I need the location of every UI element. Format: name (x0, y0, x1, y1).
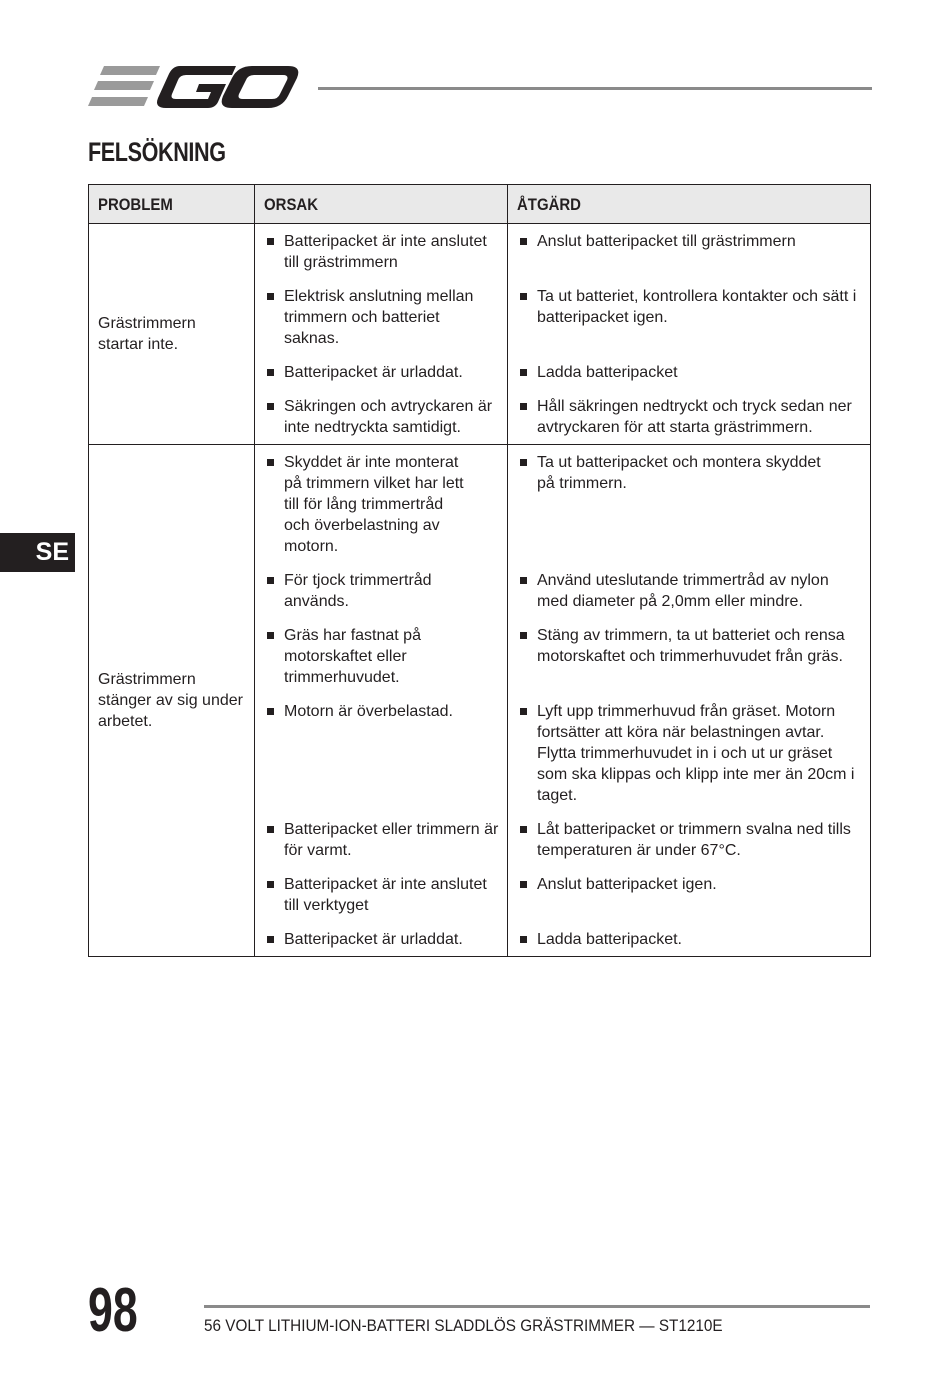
language-tab: SE (0, 533, 75, 572)
cause-cell (255, 694, 508, 812)
cause-cell (255, 389, 508, 445)
section-title: FELSÖKNING (88, 137, 226, 167)
action-item: Låt batteripacket or trimmern svalna ned tills temperaturen är under 67°C. (520, 819, 862, 861)
action-item: Ta ut batteriet, kontrollera kontakter och sätt i batteripacket igen. (520, 286, 862, 328)
action-cell (508, 812, 871, 867)
header-problem: PROBLEM (89, 185, 255, 224)
ego-logo-graphic (88, 62, 300, 114)
action-cell (508, 389, 871, 445)
header-cause: ORSAK (255, 185, 508, 224)
cause-cell (255, 445, 508, 564)
cause-item: Motorn är överbelastad. (267, 701, 499, 722)
header-divider (318, 87, 872, 90)
action-cell (508, 867, 871, 922)
ego-logo (88, 62, 300, 114)
action-cell (508, 694, 871, 812)
cause-cell (255, 618, 508, 694)
problem-cell: Grästrimmern stänger av sig under arbetet. (89, 445, 255, 957)
cause-cell (255, 224, 508, 280)
action-cell (508, 224, 871, 280)
action-item: Ladda batteripacket (520, 362, 862, 383)
table-header-row (89, 185, 871, 224)
action-item: Ta ut batteripacket och montera skyddet på trimmern. (520, 452, 862, 494)
cause-item: Batteripacket eller trimmern är för varmt. (267, 819, 499, 861)
troubleshooting-table (88, 184, 871, 957)
table-row (89, 224, 871, 280)
action-item: Lyft upp trimmerhuvud från gräset. Motorn fortsätter att köra när belastningen avtar. Flytta trimmerhuvudet in i och ut ur gräset som ska klippas och klipp inte mer än 20cm i taget. (520, 701, 862, 806)
cause-item: Batteripacket är urladdat. (267, 362, 499, 383)
header-action: ÅTGÄRD (508, 185, 871, 224)
cause-cell (255, 563, 508, 618)
cause-cell (255, 922, 508, 957)
cause-item: Batteripacket är urladdat. (267, 929, 499, 950)
cause-item: Gräs har fastnat på motorskaftet eller trimmerhuvudet. (267, 625, 499, 688)
cause-cell (255, 355, 508, 389)
action-cell (508, 355, 871, 389)
cause-cell (255, 812, 508, 867)
cause-item: Säkringen och avtryckaren är inte nedtryckta samtidigt. (267, 396, 499, 438)
cause-item: Elektrisk anslutning mellan trimmern och batteriet saknas. (267, 286, 499, 349)
action-item: Ladda batteripacket. (520, 929, 862, 950)
action-cell (508, 618, 871, 694)
action-item: Håll säkringen nedtryckt och tryck sedan ner avtryckaren för att starta grästrimmern. (520, 396, 862, 438)
action-item: Använd uteslutande trimmertråd av nylon med diameter på 2,0mm eller mindre. (520, 570, 862, 612)
cause-cell (255, 279, 508, 355)
action-cell (508, 922, 871, 957)
cause-item: Batteripacket är inte anslutet till verktyget (267, 874, 499, 916)
problem-cell: Grästrimmern startar inte. (89, 224, 255, 445)
page-number: 98 (88, 1276, 138, 1345)
table-row (89, 445, 871, 564)
cause-cell (255, 867, 508, 922)
action-cell (508, 563, 871, 618)
action-item: Stäng av trimmern, ta ut batteriet och rensa motorskaftet och trimmerhuvudet från gräs. (520, 625, 862, 667)
action-cell (508, 445, 871, 564)
footer-divider (204, 1305, 870, 1308)
cause-item: Skyddet är inte monterat på trimmern vilket har lett till för lång trimmertråd och överbelastning av motorn. (267, 452, 499, 557)
cause-item: För tjock trimmertråd används. (267, 570, 499, 612)
action-item: Anslut batteripacket igen. (520, 874, 862, 895)
footer-text: 56 VOLT LITHIUM-ION-BATTERI SLADDLÖS GRÄSTRIMMER — ST1210E (204, 1316, 723, 1335)
cause-item: Batteripacket är inte anslutet till grästrimmern (267, 231, 499, 273)
action-cell (508, 279, 871, 355)
action-item: Anslut batteripacket till grästrimmern (520, 231, 862, 252)
